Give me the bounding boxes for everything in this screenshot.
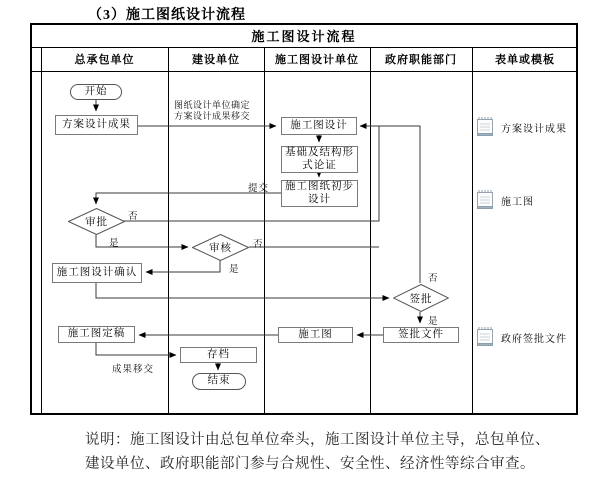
column-header-government-dept: 政府职能部门	[385, 54, 457, 66]
flow-node-design-confirm	[52, 263, 142, 283]
form-item-scheme-result	[477, 116, 567, 138]
page-heading: （3）施工图纸设计流程	[88, 8, 246, 23]
edge-label-sign-yes: 是	[428, 317, 439, 327]
column-header-forms-templates: 表单或模板	[495, 54, 555, 66]
flow-node-sign-doc	[383, 327, 459, 343]
edge-label-submit: 提交	[248, 184, 270, 194]
flow-node-final-draft	[58, 326, 135, 343]
grid-line	[168, 47, 169, 415]
form-item-construction-drawing	[477, 189, 534, 211]
node-label: 施工图设计	[290, 119, 348, 131]
flow-decision-approve	[68, 208, 125, 235]
notepad-icon	[477, 116, 495, 138]
grid-line	[30, 71, 578, 72]
edge-label-sign-no: 否	[428, 274, 439, 284]
flow-node-start	[70, 84, 122, 100]
grid-line	[264, 47, 265, 415]
node-label: 签批文件	[398, 328, 444, 340]
column-header-general-contractor: 总承包单位	[74, 54, 135, 66]
node-label: 基础及结构形式论证	[285, 146, 354, 171]
note-line-1: 说明：施工图设计由总包单位牵头，施工图设计单位主导，总包单位、	[85, 432, 550, 448]
node-label: 结束	[207, 375, 231, 387]
flow-decision-review	[192, 234, 249, 261]
edge-label-review-yes: 是	[229, 265, 240, 275]
grid-line	[370, 47, 371, 415]
column-header-design-unit: 施工图设计单位	[275, 54, 359, 66]
node-label: 方案设计成果	[62, 118, 131, 130]
node-label: 开始	[84, 85, 108, 97]
flow-node-construction-drawing	[278, 327, 353, 343]
node-label: 签批	[409, 293, 433, 305]
node-label: 施工图纸初步设计	[285, 180, 354, 205]
node-label: 存档	[207, 348, 230, 360]
flow-decision-sign-approve	[393, 284, 449, 312]
explanation-note	[85, 429, 590, 477]
grid-line	[41, 47, 42, 415]
flow-node-cd-design	[281, 117, 357, 135]
edge-label-review-no: 否	[253, 240, 264, 250]
node-label: 施工图设计确认	[56, 266, 138, 278]
node-label: 审批	[85, 217, 108, 228]
edge-label-approve-yes: 是	[109, 239, 120, 249]
flow-node-scheme-result	[55, 115, 138, 135]
node-label: 审核	[209, 243, 232, 254]
table-title: 施工图设计流程	[251, 28, 357, 44]
note-line-2: 建设单位、政府职能部门参与合规性、安全性、经济性等综合审查。	[85, 455, 535, 472]
column-header-construction-unit: 建设单位	[192, 54, 240, 66]
flow-node-foundation-check	[281, 146, 358, 173]
notepad-icon	[477, 326, 495, 348]
form-item-label: 方案设计成果	[501, 123, 567, 135]
node-label: 施工图	[298, 328, 333, 340]
node-label: 施工图定稿	[67, 328, 126, 340]
form-item-gov-sign-doc	[477, 326, 567, 348]
flow-node-end	[192, 373, 246, 390]
flow-node-preliminary-design	[281, 180, 358, 207]
edge-label-approve-no: 否	[128, 212, 139, 222]
flow-node-archive	[180, 347, 257, 363]
grid-line	[472, 47, 473, 415]
edge-label-result-transfer: 成果移交	[112, 365, 155, 375]
form-item-label: 政府签批文件	[501, 333, 567, 345]
notepad-icon	[477, 189, 495, 211]
edge-label-transfer-note: 图纸设计单位确定 方案设计成果移交	[173, 100, 250, 122]
form-item-label: 施工图	[501, 196, 534, 208]
